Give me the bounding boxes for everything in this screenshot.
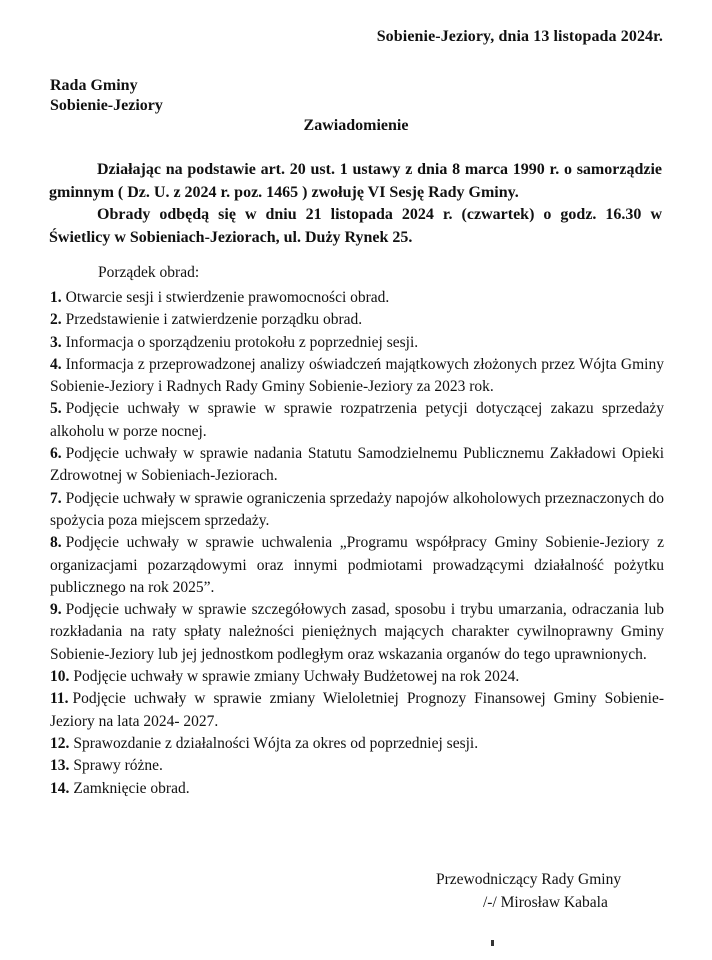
agenda-item — [50, 532, 664, 599]
addressee-block — [50, 76, 163, 116]
agenda-item — [50, 599, 664, 666]
agenda-item — [50, 733, 664, 755]
signature-role: Przewodniczący Rady Gminy — [436, 871, 622, 888]
agenda-item-text: Zamknięcie obrad. — [73, 779, 190, 797]
agenda-item — [50, 332, 664, 354]
signature-name: /-/ Mirosław Kabala — [483, 893, 608, 911]
intro-paragraph-legal-basis: Działając na podstawie art. 20 ust. 1 ustawy z dnia 8 marca 1990 r. o samorządzie gminnym ( Dz. U. z 2024 r. poz. 1465 ) zwołuję VI Sesję Rady Gminy. — [49, 161, 662, 201]
signature-block — [436, 869, 621, 914]
agenda-item-text: Podjęcie uchwały w sprawie zmiany Uchwały Budżetowej na rok 2024. — [73, 668, 520, 686]
agenda-item-text: Otwarcie sesji i stwierdzenie prawomocności obrad. — [65, 289, 390, 306]
agenda-item-number: 7. — [50, 489, 62, 507]
agenda-item — [50, 666, 664, 688]
addressee-line-1: Rada Gminy — [50, 77, 138, 94]
agenda-item — [50, 309, 664, 331]
place-and-date: Sobienie-Jeziory, dnia 13 listopada 2024r. — [376, 28, 663, 45]
agenda-item-number: 4. — [50, 355, 62, 373]
agenda-item-number: 3. — [50, 333, 62, 351]
agenda-item-number: 10. — [50, 668, 70, 686]
intro-section — [49, 159, 662, 249]
agenda-item-text: Informacja o sporządzeniu protokołu z poprzedniej sesji. — [65, 333, 419, 351]
agenda-item-text: Podjęcie uchwały w sprawie szczegółowych zasad, sposobu i trybu umarzania, odraczania lub rozkładania na raty spłaty należności pieniężnych mających charakter cywilnoprawny Gminy Sobienie-Jeziory lub jej jednostkom podległym oraz wskazania organów do tego uprawnionych. — [50, 601, 664, 663]
agenda-item-text: Przedstawienie i zatwierdzenie porządku obrad. — [65, 311, 363, 329]
agenda-list — [50, 287, 664, 800]
agenda-item-number: 12. — [50, 734, 70, 752]
agenda-item-number: 14. — [50, 779, 70, 797]
agenda-item-number: 5. — [50, 400, 62, 418]
agenda-item-text: Informacja z przeprowadzonej analizy oświadczeń majątkowych złożonych przez Wójta Gminy Sobienie-Jeziory i Radnych Rady Gminy Sobienie-Jeziory za 2023 rok. — [50, 355, 664, 396]
agenda-item-text: Podjęcie uchwały w sprawie nadania Statutu Samodzielnemu Publicznemu Zakładowi Opieki Zdrowotnej w Sobieniach-Jeziorach. — [50, 445, 664, 485]
agenda-item-text: Sprawozdanie z działalności Wójta za okres od poprzedniej sesji. — [73, 734, 479, 752]
agenda-item-text: Sprawy różne. — [73, 757, 163, 775]
agenda-item — [50, 755, 664, 777]
agenda-heading: Porządek obrad: — [98, 264, 200, 281]
agenda-item-text: Podjęcie uchwały w sprawie ograniczenia sprzedaży napojów alkoholowych przeznaczonych do spożycia poza miejscem sprzedaży. — [50, 489, 664, 529]
agenda-item-number: 8. — [50, 534, 62, 552]
agenda-item — [50, 443, 664, 488]
document-title: Zawiadomienie — [303, 117, 409, 134]
agenda-item — [50, 688, 664, 733]
agenda-item-number: 9. — [50, 601, 62, 619]
agenda-item-number: 2. — [50, 311, 62, 329]
agenda-item-number: 1. — [50, 289, 62, 306]
intro-paragraph-session-details: Obrady odbędą się w dniu 21 listopada 2024 r. (czwartek) o godz. 16.30 w Świetlicy w Sobieniach-Jeziorach, ul. Duży Rynek 25. — [49, 206, 662, 246]
agenda-item — [50, 287, 664, 309]
agenda-item — [50, 778, 664, 800]
agenda-item-number: 13. — [50, 757, 70, 775]
addressee-line-2: Sobienie-Jeziory — [50, 97, 163, 114]
agenda-item-number: 11. — [50, 690, 69, 708]
agenda-item-number: 6. — [50, 445, 62, 463]
agenda-item — [50, 398, 664, 443]
agenda-item — [50, 354, 664, 399]
agenda-item-text: Podjęcie uchwały w sprawie uchwalenia „Programu współpracy Gminy Sobienie-Jeziory z organizacjami pozarządowymi oraz innymi podmiotami prowadzącymi działalność pożytku publicznego na rok 2025”. — [50, 534, 664, 596]
agenda-item-text: Podjęcie uchwały w sprawie zmiany Wieloletniej Prognozy Finansowej Gminy Sobienie-Jeziory na lata 2024- 2027. — [50, 690, 664, 730]
agenda-item — [50, 488, 664, 533]
scan-mark — [491, 940, 494, 946]
agenda-item-text: Podjęcie uchwały w sprawie w sprawie rozpatrzenia petycji dotyczącej zakazu sprzedaży alkoholu w porze nocnej. — [50, 400, 664, 440]
